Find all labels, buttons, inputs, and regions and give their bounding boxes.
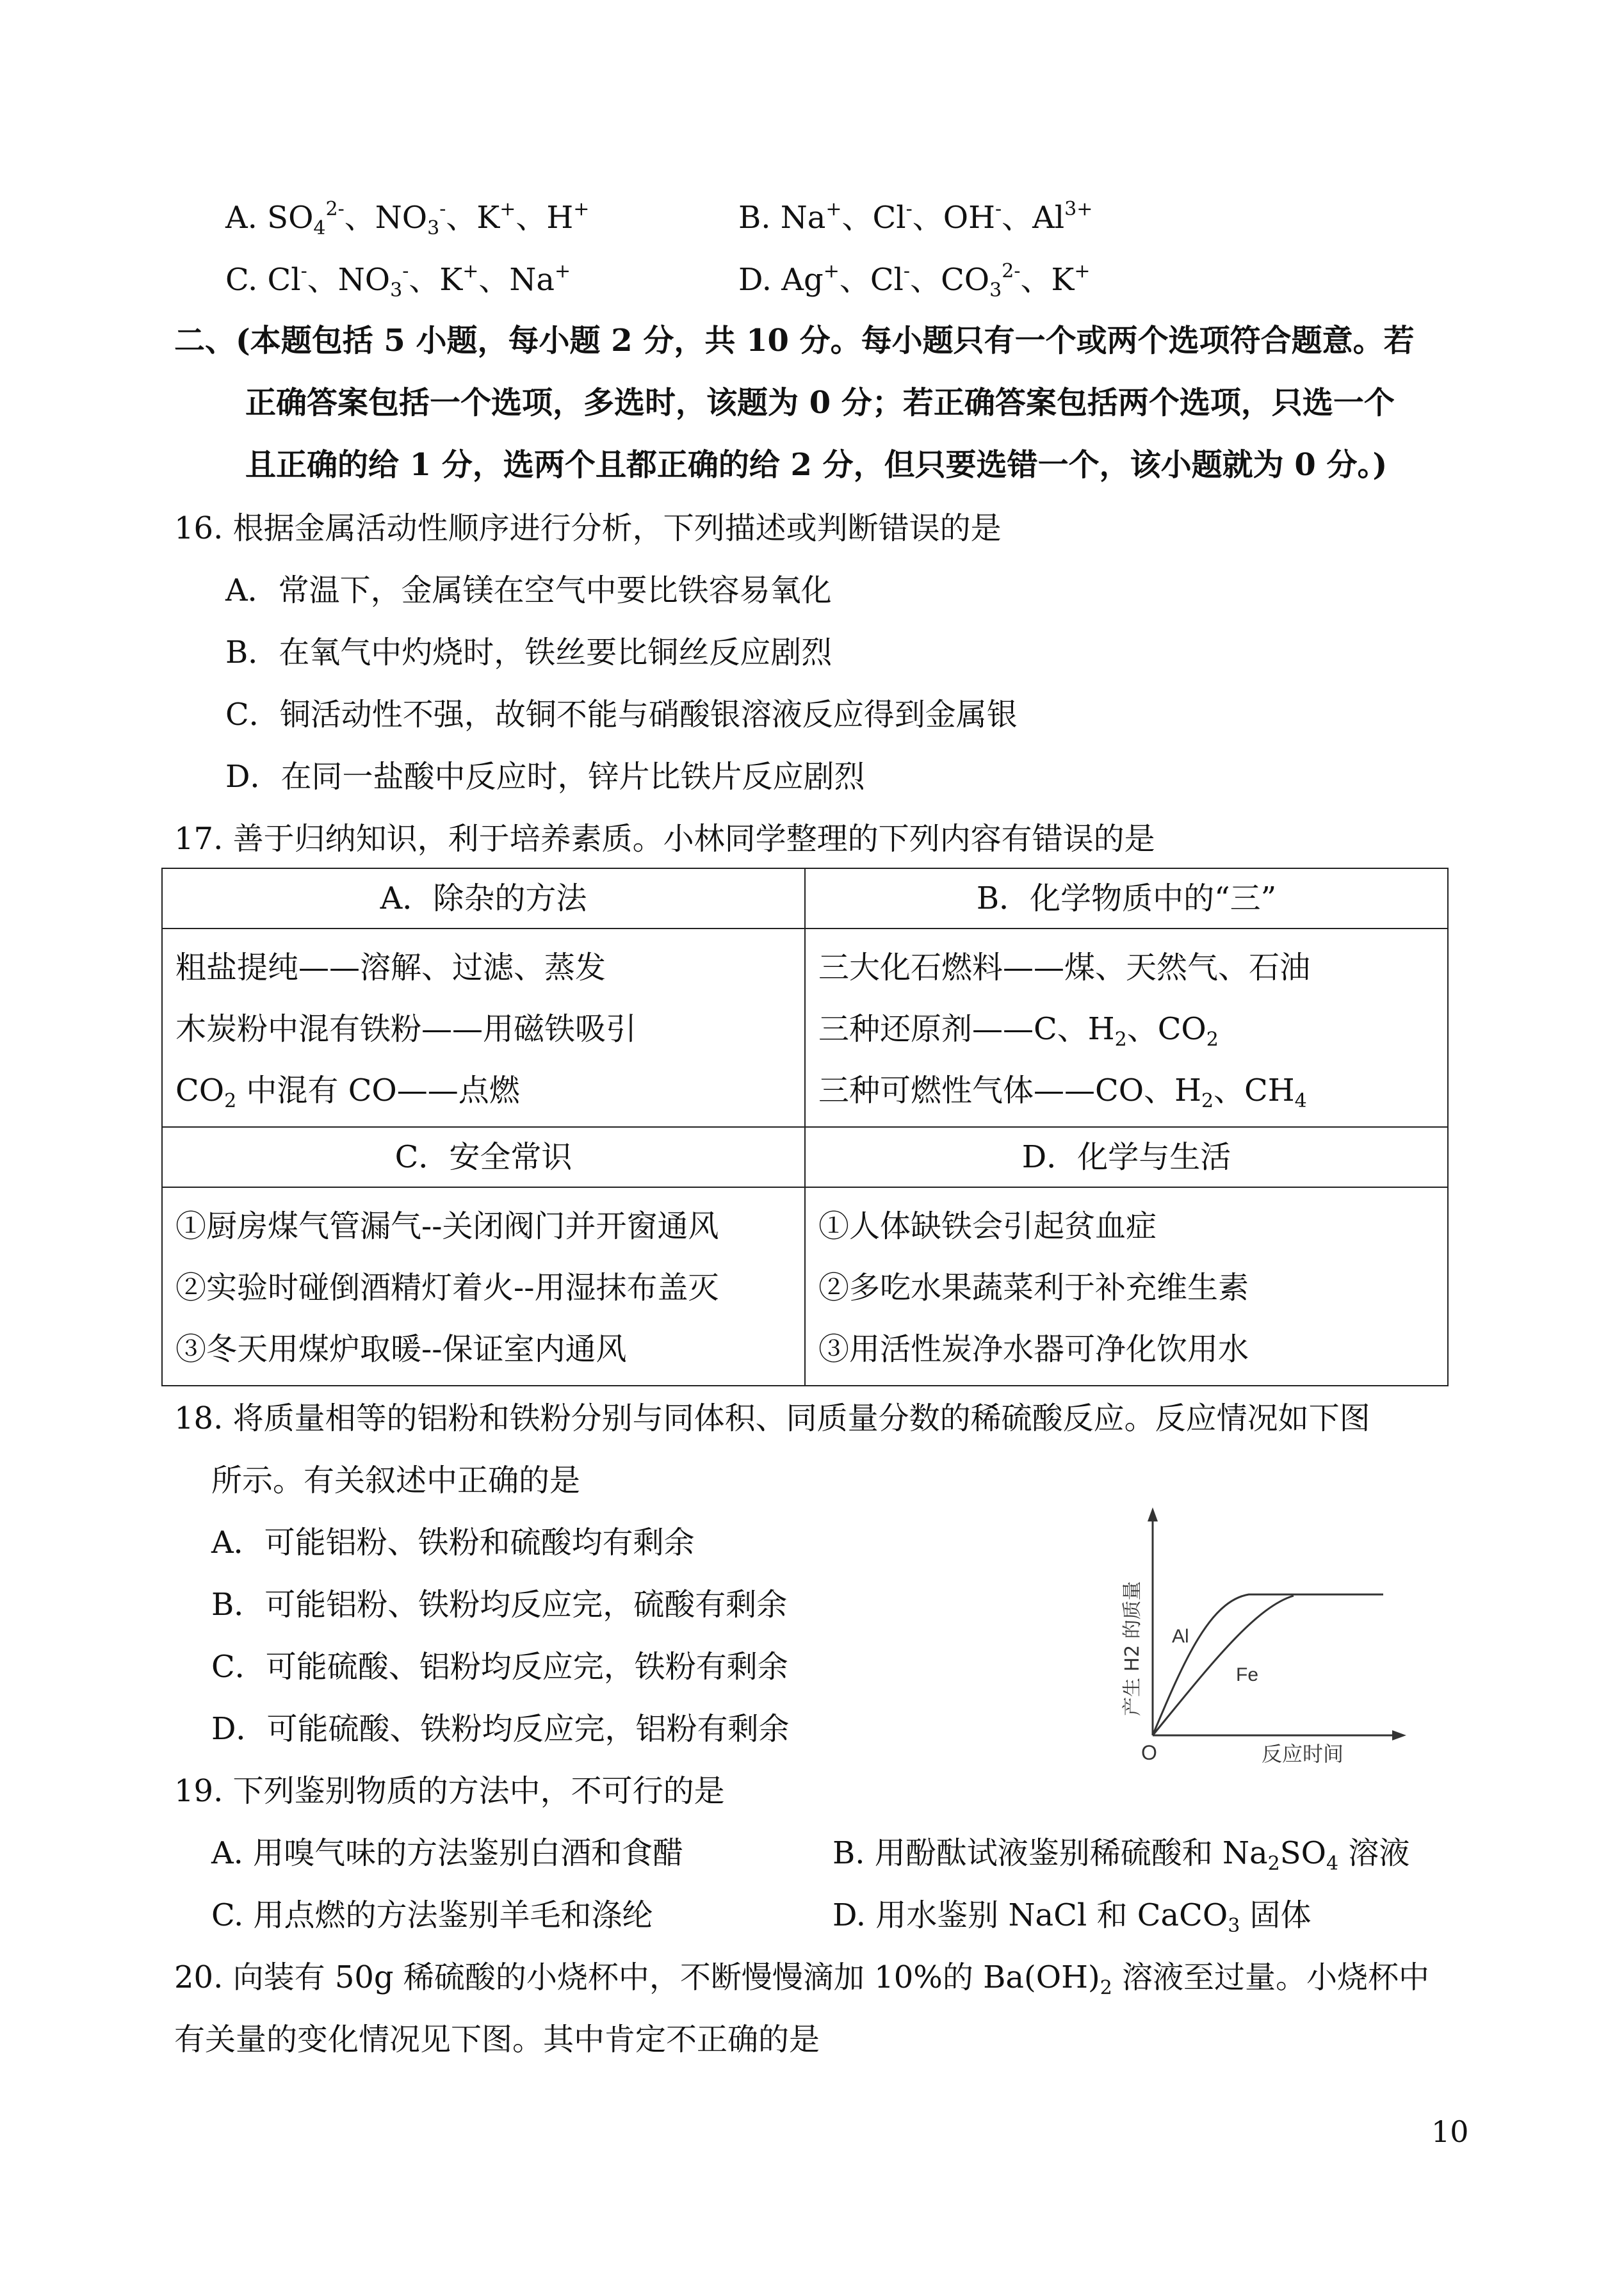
- q17-d-heading: D．化学与生活: [805, 1127, 1448, 1187]
- graph-curve-al: [1153, 1594, 1383, 1735]
- graph-x-arrow: [1392, 1730, 1406, 1740]
- q16-option-a: A．常温下，金属镁在空气中要比铁容易氧化: [225, 572, 832, 608]
- q19-stem: 19. 下列鉴别物质的方法中，不可行的是: [174, 1773, 725, 1809]
- graph-y-arrow: [1148, 1507, 1158, 1521]
- q17-a-content: [162, 929, 805, 1127]
- q17-c-content: [162, 1187, 805, 1386]
- section2-instruction-line3: 且正确的给 1 分，选两个且都正确的给 2 分，但只要选错一个，该小题就为 0 分。): [245, 447, 1388, 483]
- q16-stem: 16. 根据金属活动性顺序进行分析，下列描述或判断错误的是: [174, 510, 1002, 546]
- page-number: 10: [1431, 2114, 1469, 2149]
- q18-option-a: A．可能铝粉、铁粉和硫酸均有剩余: [211, 1525, 695, 1561]
- graph-series-fe: Fe: [1236, 1664, 1259, 1685]
- q18-option-d: D．可能硫酸、铁粉均反应完，铝粉有剩余: [211, 1711, 790, 1747]
- q17-c-line3: ③冬天用煤炉取暖--保证室内通风: [175, 1331, 627, 1367]
- graph-series-al: Al: [1172, 1626, 1189, 1647]
- q17-b-line1: 三大化石燃料——煤、天然气、石油: [818, 950, 1311, 985]
- q18-stem-line1: 18. 将质量相等的铝粉和铁粉分别与同体积、同质量分数的稀硫酸反应。反应情况如下图: [174, 1400, 1370, 1436]
- section2-instruction-line1: 二、(本题包括 5 小题，每小题 2 分，共 10 分。每小题只有一个或两个选项符合题意。若: [174, 323, 1415, 359]
- q17-a-line1: 粗盐提纯——溶解、过滤、蒸发: [175, 950, 606, 985]
- q18-option-b: B．可能铝粉、铁粉均反应完，硫酸有剩余: [211, 1587, 788, 1623]
- q20-stem-line1: 20. 向装有 50g 稀硫酸的小烧杯中，不断慢慢滴加 10%的 $Ba(OH)_2$ 溶液至过量。小烧杯中: [174, 1959, 1430, 1999]
- q17-b-content: [805, 929, 1448, 1127]
- q17-a-heading: A．除杂的方法: [162, 868, 805, 929]
- graph-x-label: 反应时间: [1262, 1742, 1344, 1766]
- q17-c-line2: ②实验时碰倒酒精灯着火--用湿抹布盖灭: [175, 1270, 719, 1306]
- q17-table: [161, 868, 1449, 1386]
- section2-instruction-line2: 正确答案包括一个选项，多选时，该题为 0 分；若正确答案包括两个选项，只选一个: [245, 385, 1395, 421]
- q19-option-a: A. 用嗅气味的方法鉴别白酒和食醋: [211, 1835, 684, 1871]
- q18-graph: [1101, 1498, 1409, 1767]
- q16-option-b: B．在氧气中灼烧时，铁丝要比铜丝反应剧烈: [225, 635, 832, 670]
- graph-y-label: 产生 H2 的质量: [1121, 1581, 1144, 1716]
- q17-c-line1: ①厨房煤气管漏气--关闭阀门并开窗通风: [175, 1208, 719, 1244]
- q18-option-c: C．可能硫酸、铝粉均反应完，铁粉有剩余: [211, 1649, 788, 1685]
- q15-option-d: D. Ag+、Cl-、$CO_3^{2-}$、K+: [738, 260, 1091, 302]
- q19-option-c: C. 用点燃的方法鉴别羊毛和涤纶: [211, 1897, 653, 1933]
- q17-a-line3: $CO_2$ 中混有 CO——点燃: [175, 1073, 520, 1112]
- q17-stem: 17. 善于归纳知识，利于培养素质。小林同学整理的下列内容有错误的是: [174, 821, 1155, 857]
- graph-curve-fe: [1153, 1596, 1294, 1735]
- q17-c-heading: C．安全常识: [162, 1127, 805, 1187]
- q17-b-line2: 三种还原剂——C、$H_2$、$CO_2$: [818, 1011, 1219, 1051]
- q17-a-line2: 木炭粉中混有铁粉——用磁铁吸引: [175, 1011, 637, 1047]
- q15-option-a: A. $SO_4^{2-}$、$NO_3^-$、K+、H+: [225, 198, 590, 239]
- graph-origin: O: [1141, 1741, 1157, 1764]
- q17-d-line2: ②多吃水果蔬菜利于补充维生素: [818, 1270, 1249, 1306]
- q18-stem-line2: 所示。有关叙述中正确的是: [211, 1463, 581, 1498]
- q17-d-line3: ③用活性炭净水器可净化饮用水: [818, 1331, 1249, 1367]
- q16-option-d: D．在同一盐酸中反应时，锌片比铁片反应剧烈: [225, 759, 865, 795]
- q19-option-b: B. 用酚酞试液鉴别稀硫酸和 $Na_2SO_4$ 溶液: [832, 1835, 1410, 1875]
- q19-option-d: D. 用水鉴别 NaCl 和 CaCO$_3$ 固体: [832, 1897, 1311, 1937]
- q17-d-line1: ①人体缺铁会引起贫血症: [818, 1208, 1157, 1244]
- q17-b-line3: 三种可燃性气体——CO、$H_2$、$CH_4$: [818, 1073, 1307, 1112]
- q16-option-c: C．铜活动性不强，故铜不能与硝酸银溶液反应得到金属银: [225, 697, 1018, 733]
- q17-d-content: [805, 1187, 1448, 1386]
- q15-option-c: C. Cl-、$NO_3^-$、K+、Na+: [225, 260, 571, 302]
- q20-stem-line2: 有关量的变化情况见下图。其中肯定不正确的是: [174, 2022, 820, 2057]
- q15-option-b: B. Na+、Cl-、OH-、$Al^{3+}$: [738, 198, 1093, 236]
- q17-b-heading: B．化学物质中的“三”: [805, 868, 1448, 929]
